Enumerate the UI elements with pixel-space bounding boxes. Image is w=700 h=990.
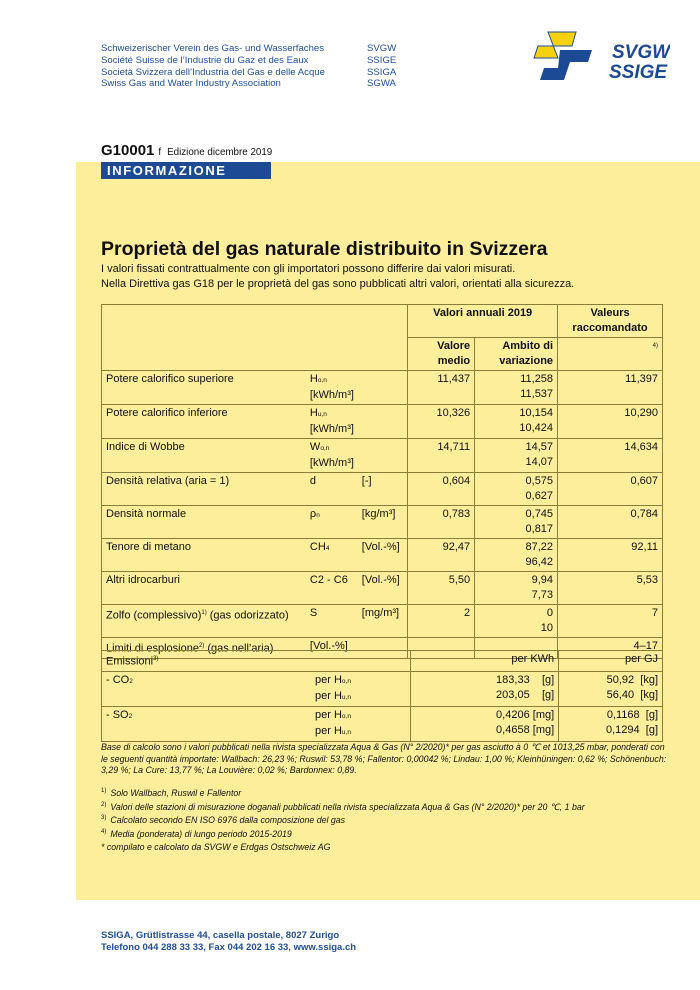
gas-properties-table bbox=[101, 304, 663, 659]
document-id: G10001 f Edizione dicembre 2019 bbox=[101, 142, 273, 159]
org-row: Schweizerischer Verein des Gas- und Wasserfaches SVGW bbox=[101, 43, 397, 54]
table-row: Limiti di esplosione$^{2)}$ (gas nell’aria) [Vol.-%] 4–17 bbox=[102, 638, 663, 659]
footer-contact: SSIGA, Grütlistrasse 44, casella postale, 8027 Zurigo Telefono 044 288 33 33, Fax 044 202 16 33, www.ssiga.ch bbox=[101, 930, 357, 953]
org-row: Società Svizzera dell’Industria del Gas e delle Acque SSIGA bbox=[101, 66, 397, 78]
page-title: Proprietà del gas naturale distribuito in Svizzera bbox=[101, 238, 548, 260]
table-row: Tenore di metano CH4 [Vol.-%] 92,47 87,22 96,42 92,11 bbox=[102, 539, 663, 572]
table-row: Densità normale ρn [kg/m³] 0,783 0,745 0,817 0,784 bbox=[102, 506, 663, 539]
table-subheader-row: Valore medio Ambito di variazione $^{4)}$ bbox=[102, 338, 663, 371]
table-row: Densità relativa (aria = 1) d [-] 0,604 0,575 0,627 0,607 bbox=[102, 473, 663, 506]
category-band: INFORMAZIONE bbox=[101, 162, 271, 179]
footnotes bbox=[101, 786, 585, 840]
table-row: Potere calorifico inferiore Hu,n [kWh/m³] 10,326 10,154 10,424 10,290 bbox=[102, 405, 663, 439]
table-row: Potere calorifico superiore Ho,n [kWh/m³] 11,437 11,258 11,537 11,397 bbox=[102, 371, 663, 405]
emissions-header-row: Emissioni$^{3)}$ per KWh per GJ bbox=[102, 651, 663, 672]
table-row: Zolfo (complessivo)$^{1)}$ (gas odorizzato) S [mg/m³] 2 0 10 7 bbox=[102, 605, 663, 638]
calculation-basis-note: Base di calcolo sono i valori pubblicati nella rivista specializzata Aqua & Gas (N° 2/2020)* per gas asciutto à 0 ℃ et 1013,25 mbar, ponderati con le seguenti quantità importate: Wallbach: 26,23 %; Ruswil: 53,78 %; Fallentor: 0,00042 %; Lindau: 1,00 %; Kleinhüningen: 0,62 %; Schönenbuch: 3,29 %; La Cure: 13,77 %; La Louvière: 0,02 %; Bardonnex: 0,89. bbox=[101, 742, 667, 775]
org-row: Société Suisse de l’Industrie du Gaz et des Eaux SSIGE bbox=[101, 54, 397, 66]
emissions-row: - SO2 per Ho,n per Hu,n 0,4206 [mg] 0,4658 [mg] 0,1168 [g] 0,1294 [g] bbox=[102, 706, 663, 741]
emissions-row: - CO2 per Ho,n per Hu,n 183,33 [g] 203,05 [g] 50,92 [kg] 56,40 [kg] bbox=[102, 671, 663, 706]
svg-text:SVGW: SVGW bbox=[612, 42, 670, 63]
footnote: $^{3)}$ Calcolato secondo EN ISO 6976 dalla composizione del gas bbox=[101, 814, 346, 825]
svg-text:SSIGE: SSIGE bbox=[609, 62, 668, 83]
organization-list bbox=[101, 43, 396, 90]
table-header-row: Valori annuali 2019 Valeurs raccomandato bbox=[102, 305, 663, 338]
footnote: $^{2)}$ Valori delle stazioni di misurazione doganali pubblicati nella rivista specializzata Aqua & Gas (N° 2/2020)* per 20 ℃, 1 bar bbox=[101, 801, 585, 812]
emissions-table bbox=[101, 650, 663, 742]
compiled-note: * compilato e calcolato da SVGW e Erdgas Ostschweiz AG bbox=[101, 842, 331, 852]
table-row: Indice di Wobbe Wo,n [kWh/m³] 14,711 14,57 14,07 14,634 bbox=[102, 439, 663, 473]
subtitle: I valori fissati contrattualmente con gli importatori possono differire dai valori misurati. Nella Direttiva gas G18 per le proprietà del gas sono pubblicati altri valori, orientati alla sicurezza. bbox=[101, 263, 575, 290]
table-row: Altri idrocarburi C2 - C6 [Vol.-%] 5,50 9,94 7,73 5,53 bbox=[102, 572, 663, 605]
svgw-logo bbox=[530, 28, 670, 88]
footnote: $^{1)}$ Solo Wallbach, Ruswil e Fallentor bbox=[101, 787, 242, 798]
footnote: $^{4)}$ Media (ponderata) di lungo periodo 2015-2019 bbox=[101, 828, 292, 839]
org-row: Swiss Gas and Water Industry Association SGWA bbox=[101, 78, 396, 90]
